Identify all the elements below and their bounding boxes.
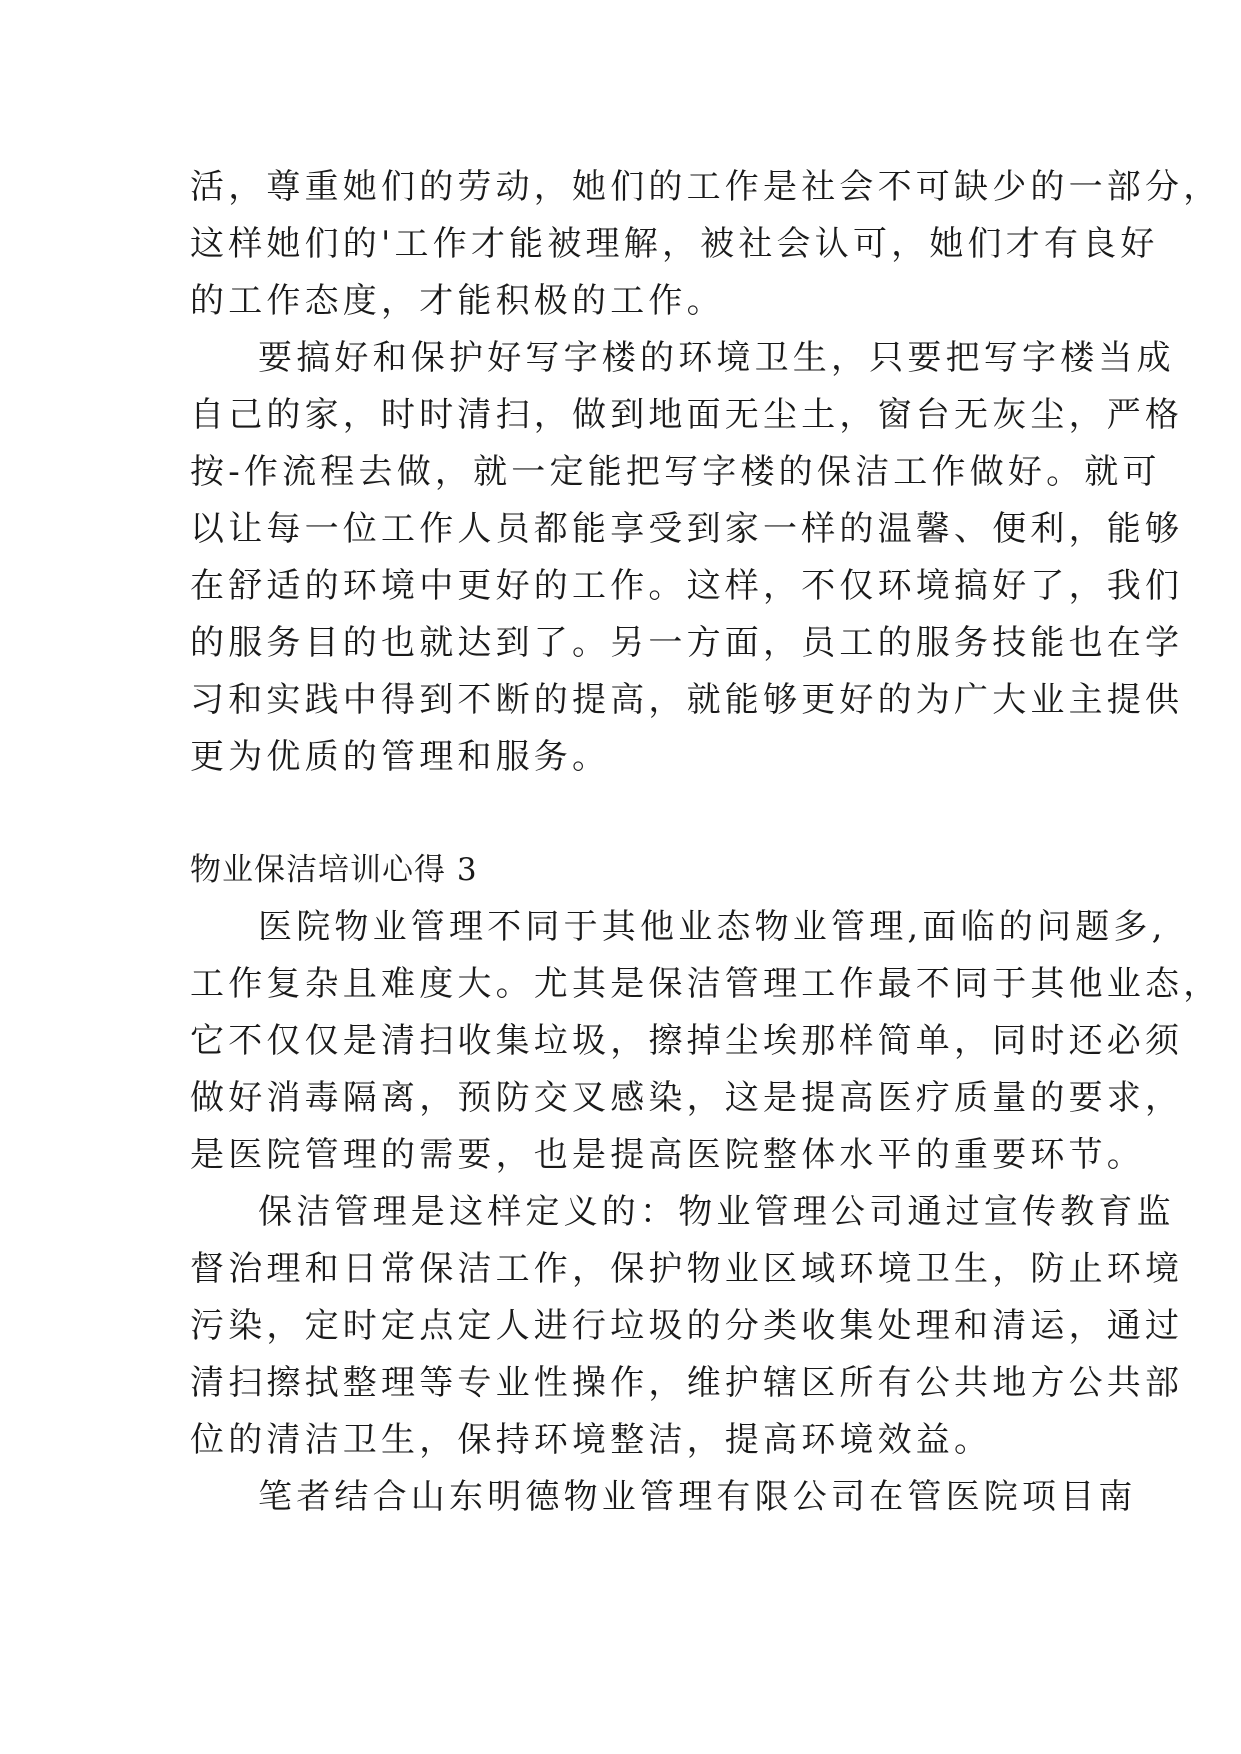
paragraph-line: 习和实践中得到不断的提高，就能够更好的为广大业主提供	[190, 680, 1184, 720]
paragraph-line: 自己的家，时时清扫，做到地面无尘土，窗台无灰尘，严格	[190, 395, 1184, 435]
paragraph-line: 清扫擦拭整理等专业性操作，维护辖区所有公共地方公共部	[190, 1363, 1184, 1403]
paragraph-line: 的工作态度，才能积极的工作。	[190, 281, 725, 321]
paragraph-line: 的服务目的也就达到了。另一方面，员工的服务技能也在学	[190, 623, 1184, 663]
paragraph-line: 做好消毒隔离，预防交叉感染，这是提高医疗质量的要求，	[190, 1078, 1184, 1118]
paragraph-line: 保洁管理是这样定义的：物业管理公司通过宣传教育监	[258, 1192, 1175, 1232]
paragraph-line: 更为优质的管理和服务。	[190, 737, 611, 777]
section-heading: 物业保洁培训心得 3	[190, 852, 478, 888]
paragraph-line: 在舒适的环境中更好的工作。这样，不仅环境搞好了，我们	[190, 566, 1184, 606]
paragraph-line: 医院物业管理不同于其他业态物业管理,面临的问题多,	[258, 907, 1167, 947]
paragraph-line: 位的清洁卫生，保持环境整洁，提高环境效益。	[190, 1420, 993, 1460]
paragraph-line: 它不仅仅是清扫收集垃圾，擦掉尘埃那样简单，同时还必须	[190, 1021, 1184, 1061]
paragraph-line: 这样她们的'工作才能被理解，被社会认可，她们才有良好	[190, 224, 1159, 264]
paragraph-line: 以让每一位工作人员都能享受到家一样的温馨、便利，能够	[190, 509, 1184, 549]
paragraph-line: 活，尊重她们的劳动，她们的工作是社会不可缺少的一部分，	[190, 167, 1222, 207]
paragraph-line: 要搞好和保护好写字楼的环境卫生，只要把写字楼当成	[258, 338, 1175, 378]
paragraph-line: 按-作流程去做，就一定能把写字楼的保洁工作做好。就可	[190, 452, 1161, 492]
paragraph-line: 是医院管理的需要，也是提高医院整体水平的重要环节。	[190, 1135, 1145, 1175]
paragraph-line: 笔者结合山东明德物业管理有限公司在管医院项目南	[258, 1477, 1137, 1517]
paragraph-line: 督治理和日常保洁工作，保护物业区域环境卫生，防止环境	[190, 1249, 1184, 1289]
paragraph-line: 工作复杂且难度大。尤其是保洁管理工作最不同于其他业态，	[190, 964, 1222, 1004]
paragraph-line: 污染，定时定点定人进行垃圾的分类收集处理和清运，通过	[190, 1306, 1184, 1346]
